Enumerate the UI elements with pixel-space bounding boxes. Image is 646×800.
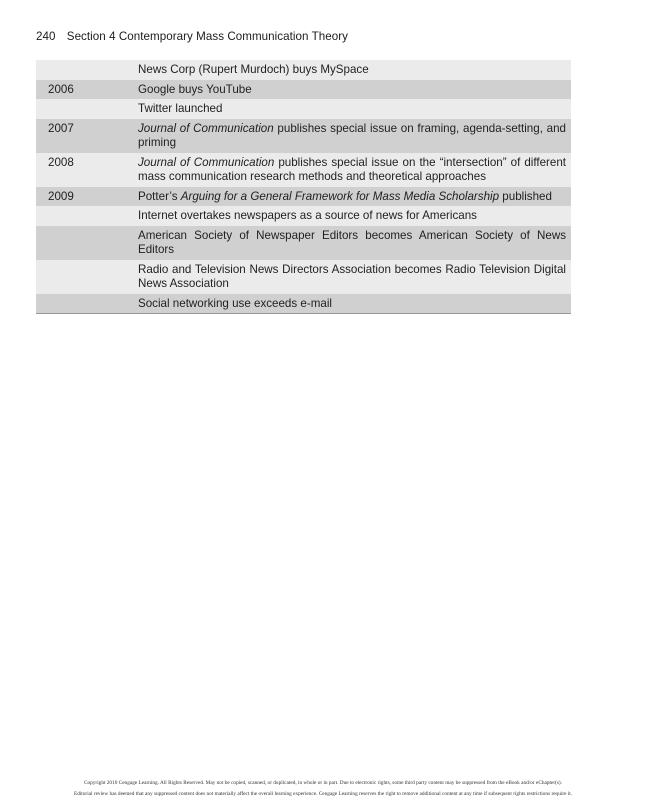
timeline-row	[36, 260, 571, 294]
timeline-row	[36, 99, 571, 119]
event-cell	[138, 119, 571, 153]
copyright-notice: Copyright 2010 Cengage Learning. All Rights Reserved. May not be copied, scanned, or duplicated, in whole or in part. Due to electronic rights, some third party content may be suppressed from the eBook and/or eChapter(s).	[83, 780, 563, 786]
year-cell: 2007	[36, 119, 138, 153]
event-title-italic: Arguing for a General Framework for Mass Media Scholarship	[180, 189, 500, 203]
timeline-row	[36, 119, 571, 153]
timeline-row	[36, 206, 571, 226]
event-text: publishes special issue on framing, agenda-setting, and priming	[138, 121, 566, 149]
event-cell	[138, 60, 571, 80]
timeline-row	[36, 80, 571, 100]
year-cell	[36, 226, 138, 260]
year-cell	[36, 60, 138, 80]
timeline-row	[36, 187, 571, 207]
event-cell	[138, 226, 571, 260]
event-cell	[138, 153, 571, 187]
event-text: Twitter launched	[138, 102, 223, 115]
event-text: News Corp (Rupert Murdoch) buys MySpace	[138, 63, 369, 76]
year-cell: 2009	[36, 187, 138, 207]
event-text: Google buys YouTube	[138, 82, 252, 96]
event-title-italic: Journal of Communication	[138, 121, 274, 135]
event-cell	[138, 99, 571, 119]
editorial-notice: Editorial review has deemed that any suppressed content does not materially affect the overall learning experience. Cengage Learning reserves the right to remove additional content at any time if subsequent rights restrictions require it.	[73, 791, 573, 797]
event-text: Internet overtakes newspapers as a source of news for Americans	[138, 209, 477, 222]
event-text: Radio and Television News Directors Association becomes Radio Television Digital News Association	[138, 262, 566, 290]
year-cell	[36, 260, 138, 294]
timeline-row	[36, 226, 571, 260]
timeline-row	[36, 153, 571, 187]
year-cell: 2006	[36, 80, 138, 100]
running-header	[36, 30, 348, 43]
timeline-row	[36, 60, 571, 80]
event-text: publishes special issue on the “intersection” of different mass communication research methods and theoretical approaches	[138, 155, 567, 183]
year-cell	[36, 294, 138, 314]
event-cell	[138, 187, 571, 207]
event-cell	[138, 260, 571, 294]
page-number: 240	[36, 30, 56, 43]
running-title: Section 4 Contemporary Mass Communication Theory	[66, 30, 348, 43]
event-text: Social networking use exceeds e-mail	[138, 296, 332, 310]
year-cell	[36, 206, 138, 226]
event-title-italic: Journal of Communication	[138, 155, 275, 169]
year-cell: 2008	[36, 153, 138, 187]
event-text: Potter’s	[138, 189, 181, 203]
timeline-table	[36, 60, 571, 314]
event-cell	[138, 206, 571, 226]
event-cell	[138, 294, 571, 314]
event-text: American Society of Newspaper Editors becomes American Society of News Editors	[138, 228, 566, 256]
event-text: published	[499, 189, 552, 203]
event-cell	[138, 80, 571, 100]
timeline-body	[36, 60, 571, 314]
year-cell	[36, 99, 138, 119]
timeline-row	[36, 294, 571, 314]
